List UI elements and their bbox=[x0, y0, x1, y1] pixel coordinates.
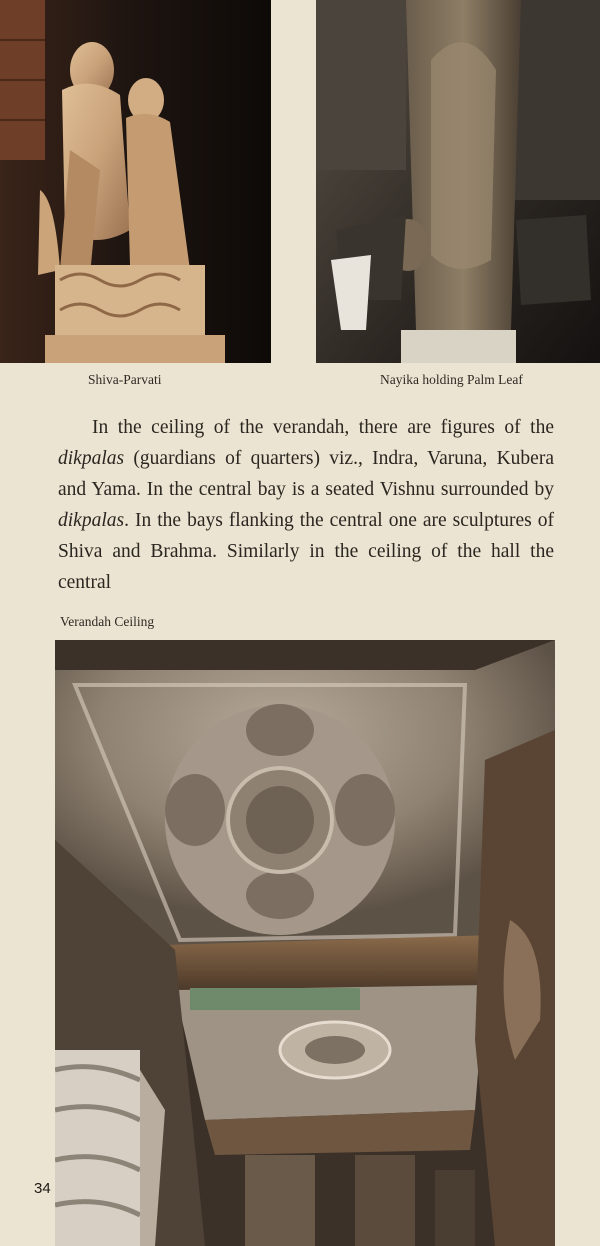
dikpalas-term-1: dikpalas bbox=[58, 448, 125, 469]
verandah-ceiling-photo bbox=[55, 640, 555, 1246]
body-text-part-3: . In the bays flanking the central one are sculptures of Shiva and Brahma. Similarly in the ceiling of the hall the central bbox=[58, 510, 554, 593]
body-paragraph bbox=[58, 412, 554, 598]
nayika-photo bbox=[316, 0, 600, 363]
body-text-part-2: (guardians of quarters) viz., Indra, Varuna, Kubera and Yama. In the central bay is a seated Vishnu surrounded by bbox=[58, 448, 554, 500]
body-text-part-1: In the ceiling of the verandah, there are figures of the bbox=[92, 417, 554, 438]
page-number: 34 bbox=[34, 1180, 51, 1197]
shiva-parvati-caption: Shiva-Parvati bbox=[88, 372, 162, 387]
shiva-parvati-photo bbox=[0, 0, 271, 363]
dikpalas-term-2: dikpalas bbox=[58, 510, 125, 531]
nayika-caption: Nayika holding Palm Leaf bbox=[380, 372, 523, 387]
verandah-ceiling-caption: Verandah Ceiling bbox=[60, 614, 155, 629]
